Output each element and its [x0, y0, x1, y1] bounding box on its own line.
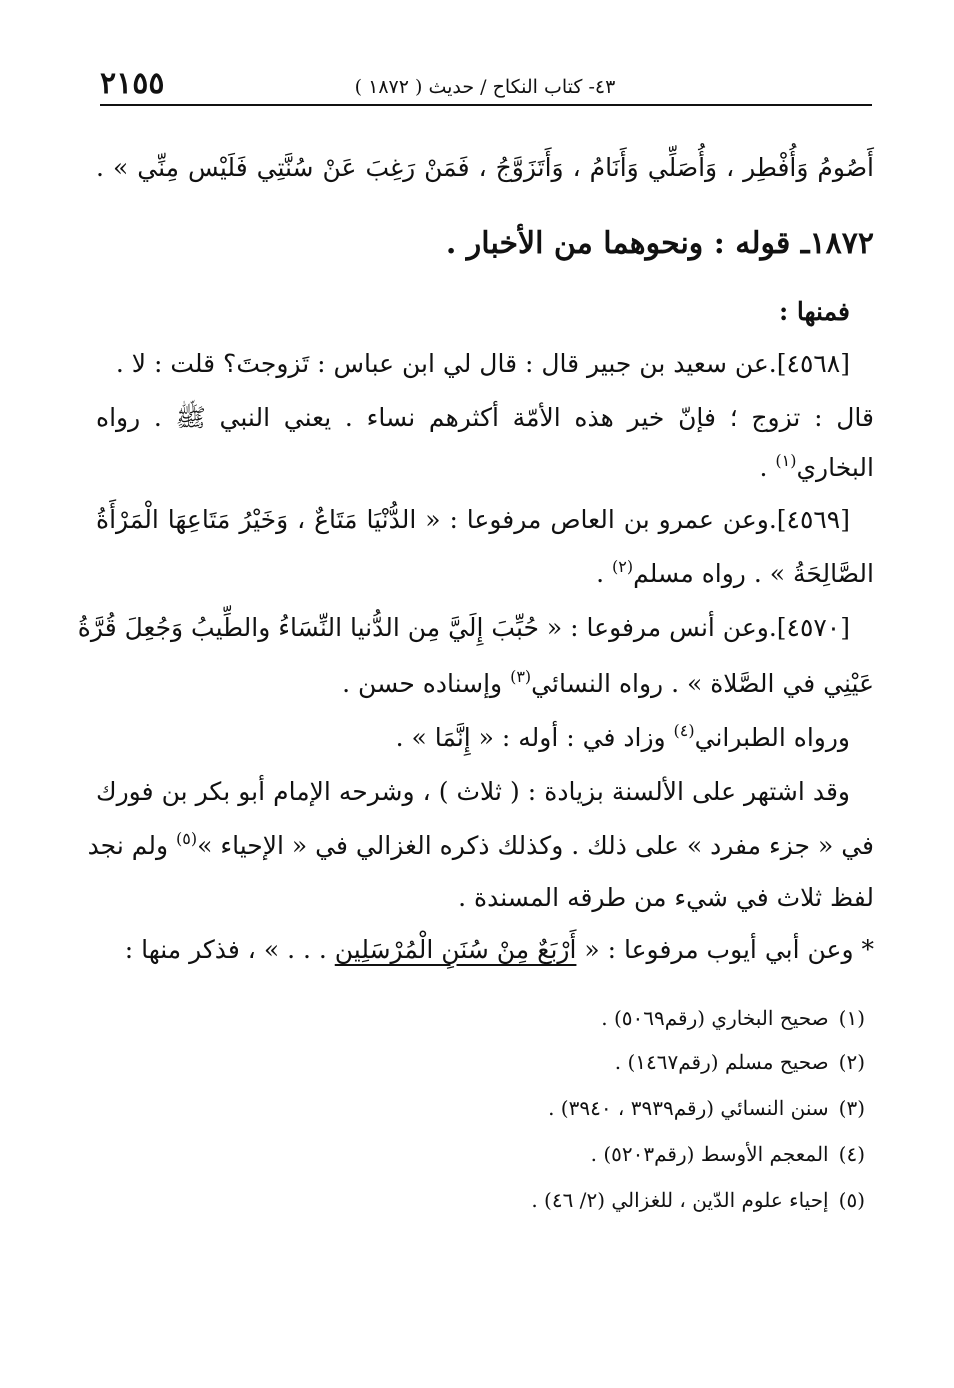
footnote-number: (٤): [838, 1142, 865, 1166]
text-end: وإسناده حسن .: [342, 669, 511, 698]
text-muslim: الصَّالِحَةُ » . رواه مسلم: [633, 559, 874, 588]
ishtahar-line-2: [87, 826, 874, 869]
footnote-1: [300, 1002, 865, 1034]
text-line-hadith-end: أَصُومُ وَأُفْطِر ، وَأُصَلِّي وَأَنَامُ ، وَأَتَزَوَّجُ ، فَمَنْ رَغِبَ عَنْ سُنَّتِي فَلَيْس مِنِّي » .: [96, 153, 874, 182]
footnote-2: [300, 1046, 865, 1078]
text-end: ولم نجد: [87, 831, 177, 860]
text-ihya: في « جزء مفرد » على ذلك . وكذلك ذكره الغزالي في « الإحياء »: [197, 831, 874, 860]
footnote-ref-3: (٣): [510, 667, 532, 686]
subheading-famenha: فمنها :: [778, 297, 850, 326]
text-tabarani: ورواه الطبراني: [694, 723, 850, 752]
ishtahar-line-1: وقد اشتهر على الألسنة بزيادة : ( ثلاث ) ، وشرحه الإمام أبو بكر بن فورك: [96, 777, 850, 806]
footnote-text: إحياء علوم الدّين ، للغزالي (٢/ ٤٦) .: [531, 1188, 829, 1212]
hadith-4568-line-3: [96, 448, 874, 491]
ayyub-line: [96, 930, 874, 970]
footnote-ref-5: (٥): [176, 829, 198, 848]
footnote-ref-4: (٤): [673, 721, 695, 740]
text-ayyub-end: . . . » ، فذكر منها :: [124, 935, 335, 964]
footnote-number: (١): [838, 1006, 865, 1030]
footnote-ref-1: (١): [775, 451, 797, 470]
running-head: ٤٣- كتاب النكاح / حديث ( ١٨٧٢ ): [354, 76, 616, 98]
hadith-4568-line-2: قال : تزوج ؛ فإنّ خير هذه الأمّة أكثرهم نساء . يعني النبي ﷺ . رواه: [96, 403, 874, 432]
text-ayyub-start: وعن أبي أيوب مرفوعا : «: [576, 935, 854, 964]
footnote-number: (٥): [838, 1188, 865, 1212]
hadith-4570-line-1: [٤٥٧٠].وعن أنس مرفوعا : « حُبِّبَ إِلَيَّ مِن الدُّنيا النِّسَاءُ والطِّيبُ وَجُعِلَ قُرَّةُ: [77, 613, 850, 642]
page-number: ٢١٥٥: [100, 66, 165, 101]
underlined-quote: أَرْبَعٌ مِنْ سُنَنِ الْمُرْسَلِين: [334, 935, 577, 964]
tabarani-line: [96, 718, 874, 761]
hadith-4569-line-2: [96, 554, 874, 597]
footnote-text: سنن النسائي (رقم٣٩٣٩ ، ٣٩٤٠) .: [548, 1096, 829, 1120]
header-rule: [100, 104, 872, 106]
hadith-4569-line-1: [٤٥٦٩].وعن عمرو بن العاص مرفوعا : « الدُّنْيَا مَتَاعٌ ، وَخَيْرُ مَتَاعِهَا الْمَرْأَةُ: [96, 505, 850, 534]
text-end: .: [596, 559, 613, 588]
footnote-text: صحيح البخاري (رقم٥٠٦٩) .: [601, 1006, 829, 1030]
section-heading: ١٨٧٢ـ قوله : ونحوهما من الأخبار .: [445, 226, 874, 261]
footnote-number: (٢): [838, 1050, 865, 1074]
hadith-4570-line-2: [96, 664, 874, 707]
footnote-number: (٣): [838, 1096, 865, 1120]
footnote-ref-2: (٢): [612, 557, 634, 576]
footnote-4: [300, 1138, 865, 1170]
page-header: [100, 66, 870, 106]
text-nasai: عَيْنِي في الصَّلاة » . رواه النسائي: [531, 669, 874, 698]
footnote-5: [300, 1184, 865, 1216]
hadith-4568-line-1: [٤٥٦٨].عن سعيد بن جبير قال : قال لي ابن عباس : تَزوجتَ؟ قلت : لا .: [115, 349, 850, 378]
footnote-text: صحيح مسلم (رقم١٤٦٧) .: [614, 1050, 829, 1074]
star-marker: *: [853, 935, 874, 964]
text-end: .: [759, 453, 776, 482]
ishtahar-line-3: لفظ ثلاث في شيء من طرقه المسندة .: [458, 883, 874, 912]
footnote-3: [300, 1092, 865, 1124]
footnote-text: المعجم الأوسط (رقم٥٢٠٣) .: [590, 1142, 829, 1166]
text-bukhari: البخاري: [796, 453, 874, 482]
text-end: وزاد في : أوله : « إِنَّمَا » .: [395, 723, 674, 752]
